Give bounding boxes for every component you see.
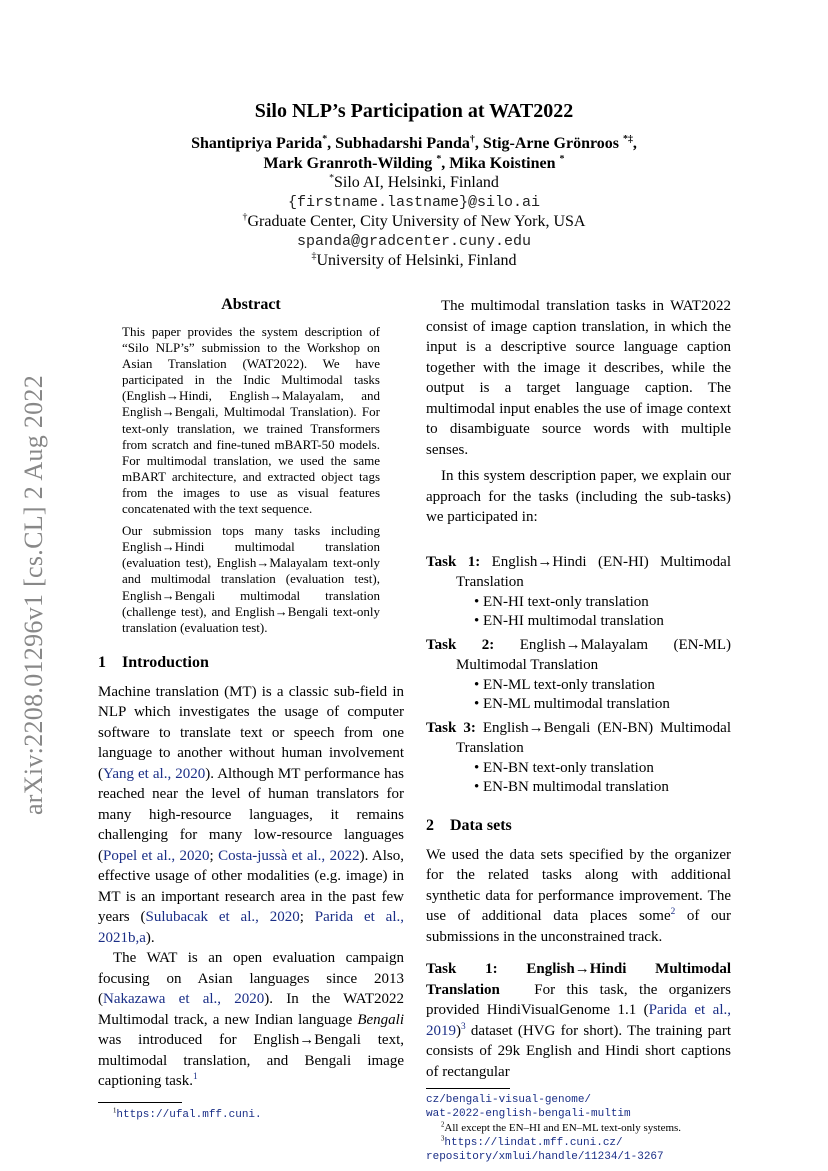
subtask-list [426,676,731,714]
footnote-link[interactable]: https://lindat.mff.cuni.cz/ [444,1137,623,1149]
affiliation [0,173,828,193]
footnote [98,1107,404,1122]
footnote-marker[interactable]: 2 [670,907,676,917]
author-line-1: Shantipriya Parida*, Subhadarshi Panda†, Stig-Arne Grönroos *‡, [191,133,637,152]
footnote-marker[interactable]: 1 [192,1072,198,1083]
author-mark: * [322,133,328,145]
author-name: Subhadarshi Panda [335,135,470,152]
citation-link[interactable]: Nakazawa et al., 2020 [103,991,265,1008]
text: We used the data sets specified by the organizer for the related tasks along with additional synthetic data for performance improvement. The use of additional data places some [426,846,731,924]
left-column [98,296,404,1122]
abstract-paragraph: Our submission tops many tasks including English→Hindi multimodal translation (evaluation test), English→Malayalam text-only and multimodal translation (evaluation test), English→Bengali multimodal translation (challenge test), and English→Bengali text-only translation (evaluation test). [122,523,380,635]
list-item: • EN-ML multimodal translation [474,695,731,714]
footnote-marker[interactable]: 3 [461,1021,466,1032]
author-name: Shantipriya Parida [191,135,323,152]
affiliation-text: Silo AI, Helsinki, Finland [334,174,499,191]
introduction-section [98,654,404,1092]
author-mark: *‡ [623,133,633,145]
list-item: • EN-ML text-only translation [474,676,731,695]
citation-link[interactable]: Parida et al., 2021b,a [98,909,404,946]
task-item [426,552,731,631]
task-text: English→Hindi (EN-HI) Multimodal Translation [456,553,731,590]
footnote-continuation [426,1093,731,1121]
footnote-number: 3 [441,1135,445,1143]
list-item: • EN-HI text-only translation [474,593,731,612]
footnote-text: All except the EN–HI and EN–ML text-only systems. [444,1122,682,1134]
citation-link[interactable]: Popel et al., 2020 [103,847,210,864]
footnote-rule [98,1102,182,1103]
right-column [426,296,731,1164]
task-label: Task 1: [426,553,481,570]
list-item: • EN-BN text-only translation [474,759,731,778]
section-title: Introduction [122,653,209,671]
body-paragraph [426,959,731,1082]
body-paragraph [426,845,731,948]
author-name: Stig-Arne Grönroos [482,135,619,152]
author-block [0,134,828,271]
affiliation [0,212,828,232]
body-paragraph: In this system description paper, we explain our approach for the tasks (including the sub-tasks) we participated in: [426,468,731,525]
body-paragraph: The multimodal translation tasks in WAT2022 consist of image caption translation, in which the input is a descriptive source language caption together with the image it describes, while the output is a target language caption. The multimodal input enables the use of image context to disambiguate source words with multiple senses. [426,298,731,458]
affiliation-mark: ‡ [311,250,317,262]
citation-link[interactable]: Costa-jussà et al., 2022 [218,847,360,864]
text: of our submissions in the unconstrained track. [426,908,731,945]
body-paragraph [98,948,404,1092]
text: ). Also, effective usage of other modalities (e.g. image) in MT is an important research area in the past few years ( [98,847,404,926]
email: spanda@gradcenter.cuny.edu [296,232,532,250]
arxiv-identifier [14,370,54,820]
text: ) [456,1022,461,1039]
citation-link[interactable]: Sulubacak et al., 2020 [145,909,300,926]
task-item [426,718,731,797]
footnote-number: 2 [441,1121,445,1129]
footnote-link[interactable]: https://ufal.mff.cuni. [116,1108,262,1121]
abstract [98,296,404,636]
affiliation [0,251,828,271]
body-paragraph [98,682,404,949]
section-title: Data sets [450,816,512,834]
author-mark: * [559,153,565,165]
footnote-link[interactable]: repository/xmlui/handle/11234/1-3267 [426,1151,664,1163]
text: ; [299,909,315,926]
task-label: Task 2: [426,636,495,653]
section-number: 1 [98,653,106,671]
text: ). Although MT performance has reached near the level of human translators for many high-resource languages, it remains challenging for many low-resource languages ( [98,765,405,864]
paragraph-heading: Task 1: English→Hindi Multimodal Translation [426,961,731,998]
author-mark: * [436,153,442,165]
citation-link[interactable]: Yang et al., 2020 [103,765,206,782]
subtask-list [426,759,731,797]
author-name: Mika Koistinen [449,154,556,172]
affiliation-text: Graduate Center, City University of New York, USA [247,213,586,230]
author-line-2: Mark Granroth-Wilding *, Mika Koistinen * [263,153,565,172]
footnote-link[interactable]: cz/bengali-visual-genome/ [426,1094,592,1106]
abstract-heading: Abstract [221,296,281,313]
abstract-paragraph: This paper provides the system description of “Silo NLP’s” submission to the Workshop on Asian Translation (WAT2022). We have participated in the Indic Multimodal tasks (English→Hindi, English→Malayalam, and English→Bengali, Multimodal Translation). For text-only translation, we trained Transformers from scratch and fine-tuned mBART-50 models. For multimodal translation, we used the same mBART architecture, and extracted object tags from the images to use as visual features concatenated with the text sequence. [122,324,380,517]
section-heading [426,817,731,835]
task-item [426,635,731,714]
task-label: Task 3: [426,719,476,736]
task-text: English→Malayalam (EN-ML) Multimodal Translation [456,636,731,673]
footnote-rule [426,1088,510,1089]
text: ). [145,929,155,946]
arxiv-identifier-text: arXiv:2208.01296v1 [cs.CL] 2 Aug 2022 [19,374,48,816]
footnote-number: 1 [113,1107,117,1115]
paper-title: Silo NLP’s Participation at WAT2022 [254,100,574,122]
affiliation-mark: * [329,172,335,184]
text: dataset (HVG for short). The training part consists of 29k English and Hindi short captions of rectangular [426,1022,731,1080]
task-text: English→Bengali (EN-BN) Multimodal Translation [456,719,732,756]
section-heading [98,654,404,672]
section-number: 2 [426,816,434,834]
text: Machine translation (MT) is a classic sub-field in NLP which investigates the usage of computer software to translate text or speech from one language to another without human involvement ( [98,683,404,782]
emphasis: Bengali [357,1011,404,1028]
text: The WAT is an open evaluation campaign focusing on Asian languages since 2013 ( [98,950,404,1008]
text: ; [209,847,219,864]
affiliation-text: University of Helsinki, Finland [316,252,517,269]
text: ). In the WAT2022 Multimodal track, a new Indian language [98,991,405,1028]
footnote [426,1121,731,1135]
text: For this task, the organizers provided HindiVisualGenome 1.1 ( [426,981,732,1018]
list-item: • EN-HI multimodal translation [474,612,731,631]
text: was introduced for English→Bengali text, multimodal translation, and Bengali image captioning task. [98,1032,404,1090]
footnote-link[interactable]: wat-2022-english-bengali-multim [426,1108,631,1120]
email: {firstname.lastname}@silo.ai [287,193,541,211]
author-name: Mark Granroth-Wilding [263,154,433,172]
author-mark: † [469,133,475,145]
footnote [426,1135,731,1164]
subtask-list [426,593,731,631]
affiliation-mark: † [242,211,248,223]
list-item: • EN-BN multimodal translation [474,778,731,797]
citation-link[interactable]: Parida et al., 2019 [426,1002,731,1039]
